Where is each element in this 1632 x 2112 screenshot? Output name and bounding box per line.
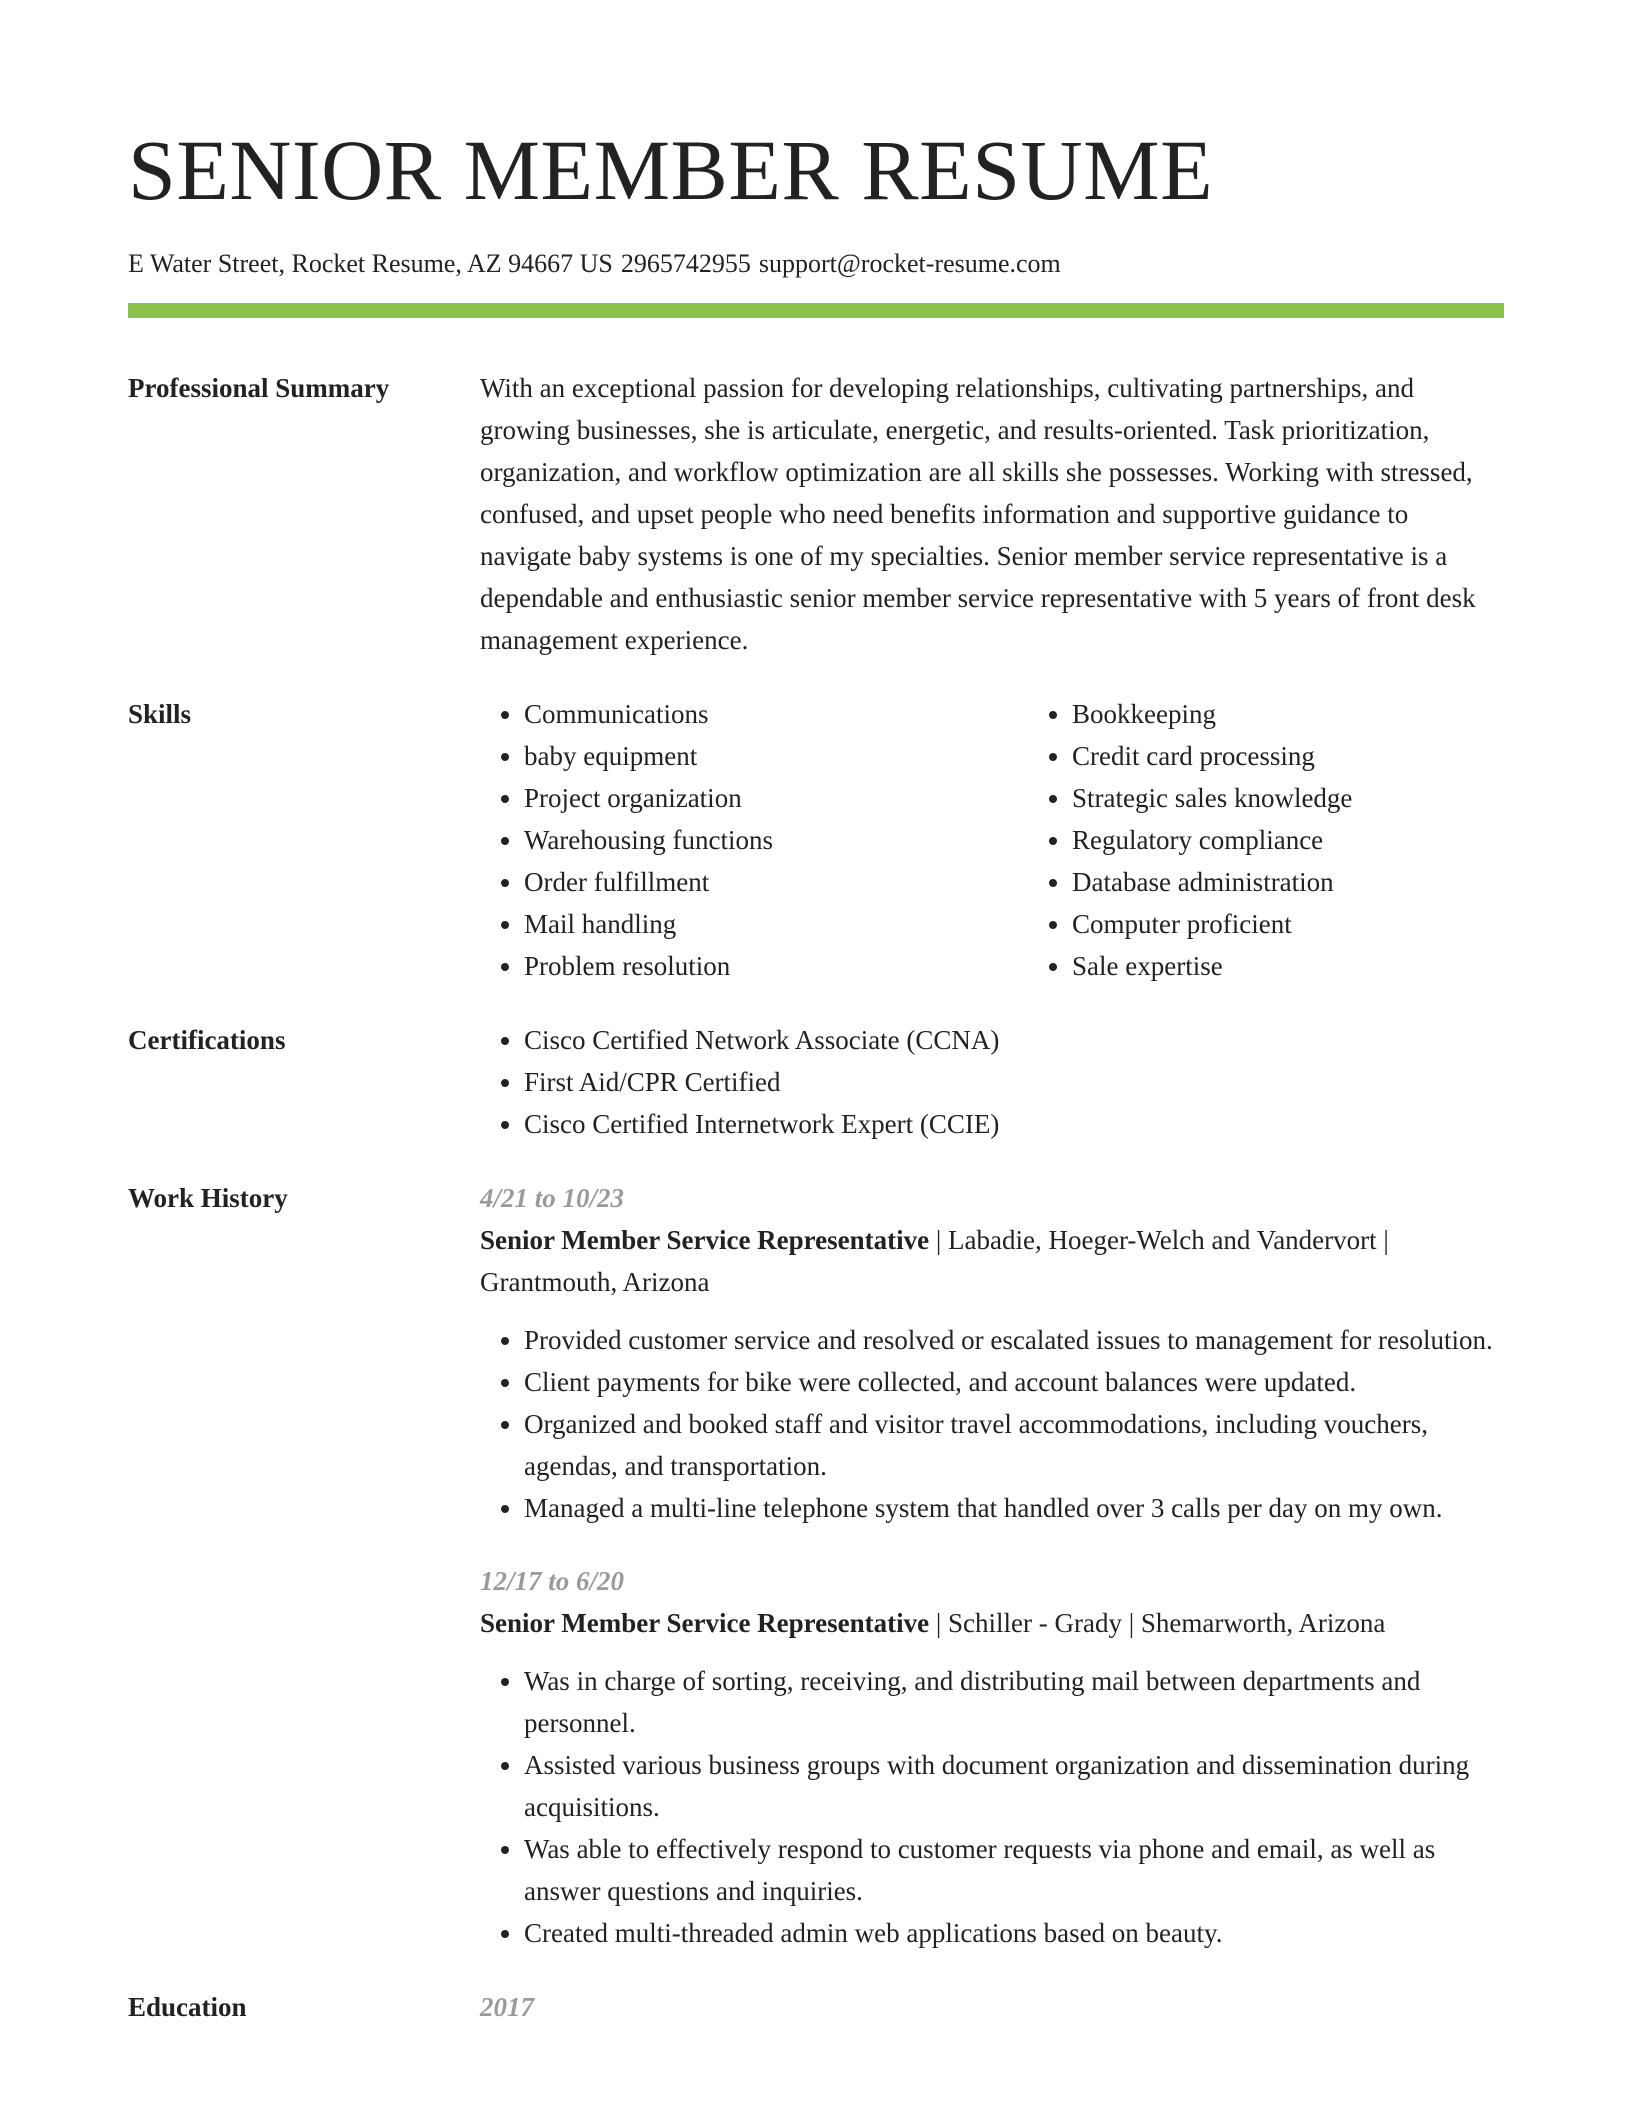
certification-item: • Cisco Certified Network Associate (CCNA) (524, 1019, 1504, 1061)
job-entry (480, 1177, 1504, 1529)
job-dates: 12/17 to 6/20 (480, 1566, 625, 1596)
certifications-section (128, 1019, 1504, 1145)
job-bullet: • Client payments for bike were collected, and account balances were updated. (524, 1361, 1504, 1403)
job-dates: 4/21 to 10/23 (480, 1183, 625, 1213)
skill-item: • Database administration (1072, 861, 1576, 903)
skill-item: • baby equipment (524, 735, 1028, 777)
skill-item: • Regulatory compliance (1072, 819, 1576, 861)
certification-item: • First Aid/CPR Certified (524, 1061, 1504, 1103)
skill-item: • Credit card processing (1072, 735, 1576, 777)
job-bullets (480, 1319, 1504, 1529)
job-bullet: • Assisted various business groups with document organization and dissemination during acquisitions. (524, 1744, 1504, 1828)
contact-line (128, 247, 1504, 281)
job-heading (480, 1602, 1504, 1644)
job-heading (480, 1219, 1504, 1303)
certification-item: • Cisco Certified Internetwork Expert (CCIE) (524, 1103, 1504, 1145)
skill-item: • Communications (524, 693, 1028, 735)
job-bullets (480, 1660, 1504, 1954)
skills-label: Skills (128, 699, 192, 729)
contact-phone: 2965742955 (620, 249, 751, 278)
job-details: | Schiller - Grady | Shemarworth, Arizona (929, 1608, 1386, 1638)
job-bullet: • Created multi-threaded admin web applications based on beauty. (524, 1912, 1504, 1954)
skill-item: • Project organization (524, 777, 1028, 819)
skill-item: • Order fulfillment (524, 861, 1028, 903)
skill-item: • Bookkeeping (1072, 693, 1576, 735)
education-section (128, 1986, 1504, 2028)
skill-item: • Computer proficient (1072, 903, 1576, 945)
skills-list-left (480, 693, 1028, 987)
skill-item: • Warehousing functions (524, 819, 1028, 861)
summary-text: With an exceptional passion for developing relationships, cultivating partnerships, and growing businesses, she is articulate, energetic, and results-oriented. Task prioritization, organization, and workflow optimization are all skills she possesses. Working with stressed, confused, and upset people who need benefits information and supportive guidance to navigate baby systems is one of my specialties. Senior member service representative is a dependable and enthusiastic senior member service representative with 5 years of front desk management experience. (480, 373, 1476, 655)
skill-item: • Sale expertise (1072, 945, 1576, 987)
job-title: Senior Member Service Representative (480, 1225, 930, 1255)
resume-page (128, 0, 1504, 2028)
certifications-label: Certifications (128, 1025, 286, 1055)
summary-section (128, 367, 1504, 661)
skill-item: • Strategic sales knowledge (1072, 777, 1576, 819)
summary-label: Professional Summary (128, 373, 390, 403)
education-label: Education (128, 1992, 247, 2022)
job-entry (480, 1560, 1504, 1954)
certifications-list (480, 1019, 1504, 1145)
job-bullet: • Was in charge of sorting, receiving, and distributing mail between departments and personnel. (524, 1660, 1504, 1744)
skill-item: • Problem resolution (524, 945, 1028, 987)
job-title: Senior Member Service Representative (480, 1608, 930, 1638)
header-divider (128, 303, 1504, 318)
work-history-label: Work History (128, 1183, 288, 1213)
education-year: 2017 (480, 1992, 534, 2022)
work-history-section (128, 1177, 1504, 1954)
job-details: | Labadie, Hoeger-Welch and Vandervort | Grantmouth, Arizona (480, 1225, 1389, 1297)
contact-address: E Water Street, Rocket Resume, AZ 94667 US (128, 249, 613, 278)
job-bullet: • Provided customer service and resolved or escalated issues to management for resolution. (524, 1319, 1504, 1361)
job-bullet: • Managed a multi-line telephone system that handled over 3 calls per day on my own. (524, 1487, 1504, 1529)
resume-title: SENIOR MEMBER RESUME (128, 122, 1214, 218)
skills-list-right (1028, 693, 1576, 987)
contact-email: support@rocket-resume.com (758, 249, 1061, 278)
job-bullet: • Was able to effectively respond to customer requests via phone and email, as well as answer questions and inquiries. (524, 1828, 1504, 1912)
job-bullet: • Organized and booked staff and visitor travel accommodations, including vouchers, agendas, and transportation. (524, 1403, 1504, 1487)
skill-item: • Mail handling (524, 903, 1028, 945)
skills-section (128, 693, 1504, 987)
